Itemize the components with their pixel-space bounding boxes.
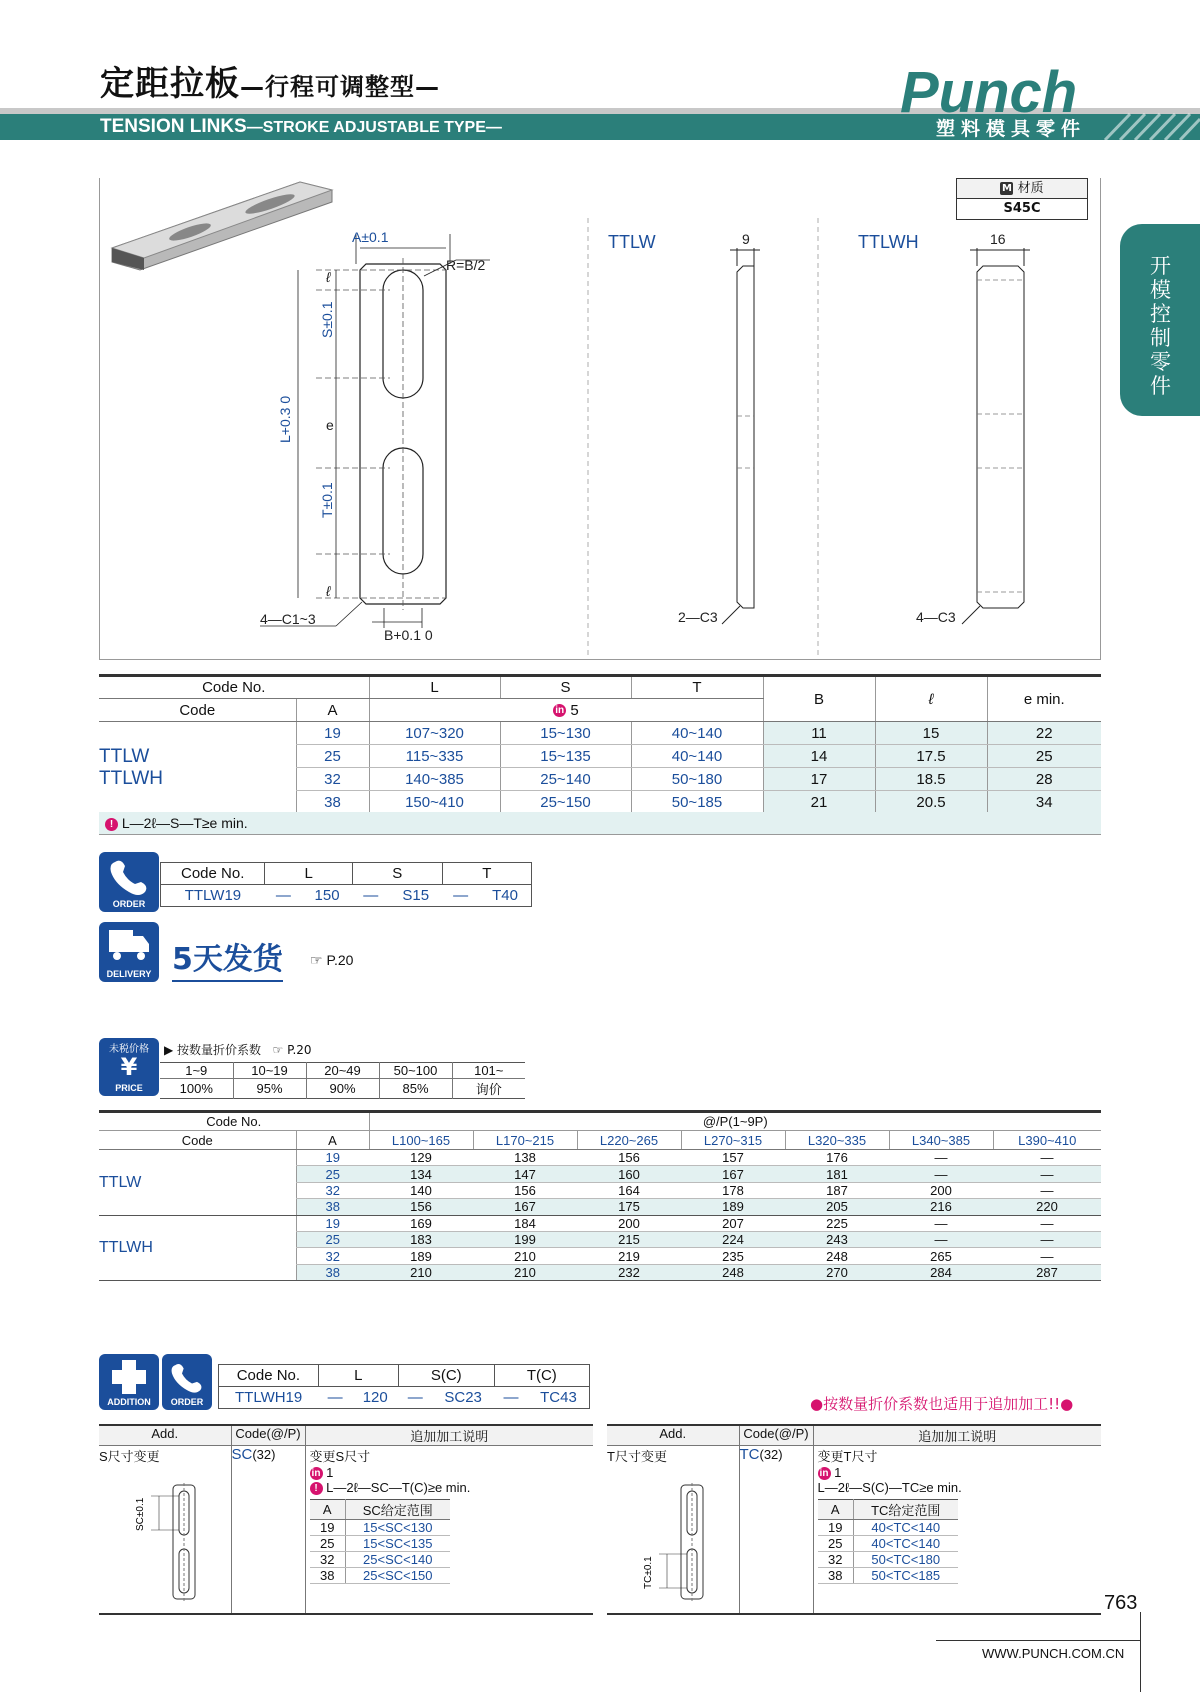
ttlw-side-view (730, 248, 760, 608)
price-icon-label: PRICE (115, 1083, 143, 1093)
price-col-header: L100~165 (369, 1131, 473, 1150)
product-image (112, 182, 332, 270)
price-cell: 265 (889, 1248, 993, 1264)
delivery-icon (99, 922, 159, 982)
add-t-formula (818, 1480, 1102, 1495)
price-cell-a: 19 (296, 1150, 369, 1166)
addition-icon (99, 1354, 159, 1410)
price-cell: 147 (473, 1166, 577, 1182)
range-value: 25<SC<150 (346, 1568, 450, 1584)
range-row (818, 1568, 958, 1584)
range-value: 40<TC<140 (854, 1536, 958, 1552)
order-val-t: T40 (492, 887, 518, 904)
spec-cell-a: 19 (296, 722, 369, 745)
spec-cell-l: 140~385 (369, 768, 500, 791)
price-cell-a: 32 (296, 1182, 369, 1198)
ttlw-chamfer: 2—C3 (678, 609, 718, 625)
add-t-name: T尺寸变更 (607, 1449, 667, 1464)
add-s-hdr-add: Add. (99, 1425, 231, 1446)
spec-cell-emin: 28 (987, 768, 1101, 791)
hdr-ell: ℓ (875, 676, 987, 722)
range-value: 40<TC<140 (854, 1520, 958, 1536)
title-cn-sub: —行程可调整型— (240, 73, 440, 101)
addition-order-example (218, 1364, 590, 1409)
range-value: 25<SC<140 (346, 1552, 450, 1568)
range-a: 25 (310, 1536, 346, 1552)
title-en-sub: —STROKE ADJUSTABLE TYPE— (246, 119, 502, 136)
price-cell: 270 (785, 1264, 889, 1280)
spec-cell-a: 25 (296, 745, 369, 768)
price-cell: 167 (473, 1199, 577, 1215)
order-hdr-l: L (265, 863, 352, 885)
price-cell: 248 (681, 1264, 785, 1280)
add-order-val-l: 120 (362, 1389, 388, 1406)
order-example (160, 862, 532, 907)
add-s-formula-text: L—2ℓ—SC—T(C)≥e min. (326, 1480, 471, 1496)
price-hdr-code: Code (99, 1131, 296, 1150)
add-t-name-cell (607, 1446, 739, 1614)
addition-order-icon-label: ORDER (170, 1397, 204, 1407)
dim-t: T±0.1 (319, 482, 335, 518)
order-val-l: 150 (314, 887, 340, 904)
price-cell: 156 (577, 1150, 681, 1166)
range-a: 32 (310, 1552, 346, 1568)
dim-a: A±0.1 (352, 229, 389, 245)
price-cell: 175 (577, 1199, 681, 1215)
discount-qty: 10~19 (233, 1063, 306, 1079)
spec-cell-a: 32 (296, 768, 369, 791)
ttlwh-side-view (970, 248, 1030, 608)
order-sep: — (275, 887, 291, 904)
addition-table-s (99, 1424, 593, 1615)
side-tab[interactable] (1120, 224, 1200, 416)
yen-icon: ¥ (120, 1053, 138, 1081)
price-cell-a: 32 (296, 1248, 369, 1264)
price-cell: 187 (785, 1182, 889, 1198)
spec-cell-b: 21 (763, 791, 875, 814)
range-value: 50<TC<185 (854, 1568, 958, 1584)
add-order-hdr-l: L (318, 1365, 398, 1387)
add-s-desc-title: 变更S尺寸 (309, 1449, 371, 1464)
price-cell: 207 (681, 1215, 785, 1231)
spec-note-text: L—2ℓ—S—T≥e min. (121, 815, 248, 831)
add-s-formula (310, 1480, 594, 1495)
price-col-header: L220~265 (577, 1131, 681, 1150)
material-m-icon: M (1001, 183, 1012, 194)
add-t-formula-text: L—2ℓ—S(C)—TC≥e min. (817, 1480, 962, 1496)
addition-table-t (607, 1424, 1101, 1615)
price-cell: 176 (785, 1150, 889, 1166)
page-number: 763 (1104, 1592, 1138, 1614)
material-box (956, 178, 1088, 220)
delivery-ref[interactable] (310, 952, 353, 969)
hdr-step (369, 699, 763, 722)
spec-cell-b: 17 (763, 768, 875, 791)
price-cell: 210 (473, 1264, 577, 1280)
price-cell: — (889, 1150, 993, 1166)
price-group-code: TTLW (99, 1150, 296, 1216)
dim-ell-bottom: ℓ (326, 583, 331, 599)
order-sep: — (407, 1389, 423, 1406)
price-col-header: L320~335 (785, 1131, 889, 1150)
add-s-step (310, 1465, 594, 1480)
price-cell: 199 (473, 1231, 577, 1247)
addition-note: ●按数量折价系数也适用于追加加工!!● (810, 1395, 1074, 1413)
price-cell: 181 (785, 1166, 889, 1182)
order-hdr-t: T (442, 863, 531, 885)
spec-cell-ell: 17.5 (875, 745, 987, 768)
add-t-step (818, 1465, 1102, 1480)
hdr-b: B (763, 676, 875, 722)
dim-l: L+0.3 0 (277, 395, 293, 443)
price-cell: 189 (681, 1199, 785, 1215)
price-cell: 129 (369, 1150, 473, 1166)
range-row (818, 1536, 958, 1552)
add-t-hdr-desc: 追加加工说明 (813, 1425, 1101, 1446)
discount-rate: 90% (306, 1079, 379, 1099)
discount-rate: 100% (179, 1081, 213, 1096)
range-value: 15<SC<130 (346, 1520, 450, 1536)
discount-qty: 50~100 (379, 1063, 452, 1079)
order-sep: — (363, 887, 379, 904)
add-t-price: (32) (759, 1447, 783, 1462)
discount-rate: 95% (233, 1079, 306, 1099)
hdr-l: L (369, 676, 500, 699)
footer-hline (936, 1640, 1141, 1641)
price-group-code: TTLWH (99, 1215, 296, 1281)
price-cell: 224 (681, 1231, 785, 1247)
order-sep: — (503, 1389, 519, 1406)
footer-url[interactable]: WWW.PUNCH.COM.CN (982, 1646, 1125, 1661)
price-cell: 225 (785, 1215, 889, 1231)
price-cell: 287 (993, 1264, 1101, 1280)
dim-ell-top: ℓ (326, 269, 331, 285)
logo-sub: 塑料模具零件 (936, 118, 1087, 140)
add-s-code-cell (231, 1446, 305, 1614)
price-cell: — (993, 1215, 1101, 1231)
price-cell-a: 38 (296, 1199, 369, 1215)
order-sep: — (327, 1389, 343, 1406)
spec-code: TTLWH (99, 767, 164, 789)
price-cell: 219 (577, 1248, 681, 1264)
punch-logo (880, 52, 1200, 140)
price-cell: 243 (785, 1231, 889, 1247)
add-order-val-code: TTLWH19 (235, 1389, 303, 1406)
hdr-step-value: 5 (570, 701, 579, 719)
price-cell: 200 (889, 1182, 993, 1198)
dim-b: B+0.1 0 (384, 627, 433, 643)
ttlwh-thickness: 16 (990, 231, 1006, 247)
price-cell: 183 (369, 1231, 473, 1247)
delivery-icon-label: DELIVERY (106, 969, 152, 979)
order-hdr-code: Code No. (161, 863, 265, 885)
spec-cell-emin: 25 (987, 745, 1101, 768)
discount-rate: 询价 (452, 1079, 525, 1099)
range-a: 32 (818, 1552, 854, 1568)
addition-icon-label: ADDITION (107, 1397, 151, 1407)
spec-cell-s: 15~135 (500, 745, 631, 768)
price-cell-a: 25 (296, 1231, 369, 1247)
addition-order-icon (162, 1354, 212, 1410)
add-s-dim: SC±0.1 (135, 1497, 146, 1531)
hand-pointer-icon: ☞ (272, 1043, 284, 1057)
spec-cell-ell: 18.5 (875, 768, 987, 791)
price-cell: 220 (993, 1199, 1101, 1215)
range-row (818, 1552, 958, 1568)
price-table (99, 1110, 1101, 1281)
add-t-hdr-code: Code(@/P) (739, 1425, 813, 1446)
add-s-range-table (310, 1499, 450, 1584)
price-cell: 134 (369, 1166, 473, 1182)
page-title (100, 56, 440, 105)
spec-cell-b: 11 (763, 722, 875, 745)
price-icon-top: 未税价格 (109, 1044, 149, 1055)
title-en-main: TENSION LINKS (100, 116, 247, 137)
add-t-code-cell (739, 1446, 813, 1614)
increment-icon: in (818, 1467, 831, 1480)
add-s-sketch (99, 1465, 229, 1605)
price-col-header: L170~215 (473, 1131, 577, 1150)
price-cell: 215 (577, 1231, 681, 1247)
hdr-s: S (500, 676, 631, 699)
price-cell: 235 (681, 1248, 785, 1264)
technical-drawing (99, 178, 1101, 660)
delivery-ref-text: P.20 (326, 952, 354, 968)
price-cell: 157 (681, 1150, 785, 1166)
price-col-header: L390~410 (993, 1131, 1101, 1150)
price-cell: 232 (577, 1264, 681, 1280)
spec-cell-s: 25~150 (500, 791, 631, 814)
spec-cell-l: 150~410 (369, 791, 500, 814)
price-cell-a: 25 (296, 1166, 369, 1182)
price-cell: 210 (369, 1264, 473, 1280)
warning-icon: ! (310, 1482, 323, 1495)
spec-cell-a: 38 (296, 791, 369, 814)
spec-note (99, 812, 1101, 835)
delivery-days: 5天发货 (172, 940, 283, 982)
dim-s: S±0.1 (319, 301, 335, 338)
price-cell: — (993, 1166, 1101, 1182)
discount-qty: 101~ (452, 1063, 525, 1079)
hdr-emin: e min. (987, 676, 1101, 722)
price-cell: 156 (473, 1182, 577, 1198)
add-order-hdr-tc: T(C) (494, 1365, 589, 1387)
add-t-desc-title: 变更T尺寸 (817, 1449, 878, 1464)
dim-e: e (326, 417, 334, 433)
discount-ref[interactable]: P.20 (287, 1043, 312, 1057)
price-cell: 140 (369, 1182, 473, 1198)
add-t-code: TC (739, 1446, 760, 1463)
range-a: 19 (310, 1520, 346, 1536)
add-s-hdr-desc: 追加加工说明 (305, 1425, 593, 1446)
order-icon (99, 852, 159, 912)
price-icon (99, 1038, 159, 1096)
price-cell: 248 (785, 1248, 889, 1264)
price-cell: 284 (889, 1264, 993, 1280)
spec-cell-t: 50~185 (631, 791, 763, 814)
add-s-step-value: 1 (326, 1465, 334, 1480)
add-s-hdr-code: Code(@/P) (231, 1425, 305, 1446)
range-hdr-a: A (310, 1500, 346, 1520)
title-en (100, 116, 502, 138)
spec-cell-emin: 34 (987, 791, 1101, 814)
add-order-val-sc: SC23 (444, 1389, 482, 1406)
price-row (99, 1150, 1101, 1166)
price-hdr-a: A (296, 1131, 369, 1150)
order-sep: — (453, 887, 469, 904)
add-order-val-tc: TC43 (540, 1389, 577, 1406)
range-row (310, 1552, 450, 1568)
spec-cell-emin: 22 (987, 722, 1101, 745)
spec-table (99, 674, 1101, 814)
range-hdr-range: SC给定范围 (346, 1500, 450, 1520)
range-a: 25 (818, 1536, 854, 1552)
discount-table (160, 1062, 525, 1099)
add-t-step-value: 1 (834, 1465, 842, 1480)
side-tab-label: 开模控制零件 (1150, 254, 1171, 398)
price-cell: — (993, 1182, 1101, 1198)
price-cell: — (993, 1150, 1101, 1166)
add-t-desc-cell (813, 1446, 1101, 1614)
ttlwh-label: TTLWH (858, 232, 919, 252)
discount-rate: 85% (379, 1079, 452, 1099)
spec-cell-t: 40~140 (631, 722, 763, 745)
spec-cell-ell: 20.5 (875, 791, 987, 814)
discount-qty: 1~9 (160, 1063, 233, 1079)
price-cell: 160 (577, 1166, 681, 1182)
price-cell: 200 (577, 1215, 681, 1231)
increment-icon: in (310, 1467, 323, 1480)
spec-cell-b: 14 (763, 745, 875, 768)
range-value: 50<TC<180 (854, 1552, 958, 1568)
warning-icon: ! (105, 818, 118, 831)
add-order-hdr-sc: S(C) (398, 1365, 494, 1387)
price-cell: 164 (577, 1182, 681, 1198)
price-cell: 189 (369, 1248, 473, 1264)
ttlwh-chamfer: 4—C3 (916, 609, 956, 625)
price-hdr-code-no: Code No. (99, 1112, 369, 1131)
ttlw-label: TTLW (608, 232, 656, 252)
order-hdr-s: S (352, 863, 442, 885)
price-cell: — (889, 1166, 993, 1182)
hdr-code-no: Code No. (99, 676, 369, 699)
spec-cell-ell: 15 (875, 722, 987, 745)
range-row (310, 1536, 450, 1552)
range-hdr-range: TC给定范围 (854, 1500, 958, 1520)
price-cell: — (993, 1248, 1101, 1264)
chamfer-main: 4—C1~3 (260, 611, 316, 627)
add-s-name-cell (99, 1446, 231, 1614)
price-cell: — (889, 1215, 993, 1231)
price-cell-a: 38 (296, 1264, 369, 1280)
price-cell: 167 (681, 1166, 785, 1182)
hand-pointer-icon: ☞ (310, 952, 323, 968)
price-hdr-price: @/P(1~9P) (369, 1112, 1101, 1131)
price-cell: — (889, 1231, 993, 1247)
hdr-t: T (631, 676, 763, 699)
add-s-code: SC (231, 1446, 253, 1463)
range-row (310, 1520, 450, 1536)
spec-code: TTLW (99, 745, 150, 767)
add-s-desc-cell (305, 1446, 593, 1614)
dim-radius: R=B/2 (446, 257, 486, 273)
discount-qty: 20~49 (306, 1063, 379, 1079)
spec-cell-s: 25~140 (500, 768, 631, 791)
price-col-header: L270~315 (681, 1131, 785, 1150)
footer-vline (1140, 1612, 1141, 1692)
price-cell-a: 19 (296, 1215, 369, 1231)
hdr-a: A (296, 699, 369, 722)
price-cell: 210 (473, 1248, 577, 1264)
add-t-hdr-add: Add. (607, 1425, 739, 1446)
ttlw-thickness: 9 (742, 231, 750, 247)
order-val-code: TTLW19 (184, 887, 242, 904)
add-t-dim: TC±0.1 (643, 1556, 654, 1589)
order-val-s: S15 (402, 887, 430, 904)
range-value: 15<SC<135 (346, 1536, 450, 1552)
range-row (310, 1568, 450, 1584)
range-a: 19 (818, 1520, 854, 1536)
hdr-code: Code (99, 699, 296, 722)
spec-cell-s: 15~130 (500, 722, 631, 745)
range-a: 38 (310, 1568, 346, 1584)
price-cell: 138 (473, 1150, 577, 1166)
price-cell: 178 (681, 1182, 785, 1198)
logo-text: Punch (900, 60, 1078, 125)
price-cell: 184 (473, 1215, 577, 1231)
discount-title-text: ▶ 按数量折价系数 (164, 1043, 262, 1057)
price-col-header: L340~385 (889, 1131, 993, 1150)
spec-cell-l: 115~335 (369, 745, 500, 768)
add-order-hdr-code: Code No. (219, 1365, 319, 1387)
discount-title (164, 1041, 312, 1058)
spec-row (99, 722, 1101, 745)
order-icon-label: ORDER (112, 899, 146, 909)
increment-icon: in (553, 704, 566, 717)
range-hdr-a: A (818, 1500, 854, 1520)
price-cell: 156 (369, 1199, 473, 1215)
add-s-price: (32) (252, 1447, 276, 1462)
add-t-sketch (607, 1465, 737, 1605)
add-t-range-table (818, 1499, 958, 1584)
spec-cell-t: 50~180 (631, 768, 763, 791)
material-label: 材质 (1017, 181, 1044, 196)
price-cell: 216 (889, 1199, 993, 1215)
material-value: S45C (1003, 201, 1041, 216)
add-s-name: S尺寸变更 (99, 1449, 160, 1464)
range-row (818, 1520, 958, 1536)
price-cell: 169 (369, 1215, 473, 1231)
spec-cell-t: 40~140 (631, 745, 763, 768)
title-cn: 定距拉板 (100, 64, 240, 104)
price-cell: 205 (785, 1199, 889, 1215)
spec-code-cell (99, 722, 296, 814)
material-label-row (957, 179, 1087, 199)
range-a: 38 (818, 1568, 854, 1584)
price-row (99, 1215, 1101, 1231)
spec-cell-l: 107~320 (369, 722, 500, 745)
price-cell: — (993, 1231, 1101, 1247)
